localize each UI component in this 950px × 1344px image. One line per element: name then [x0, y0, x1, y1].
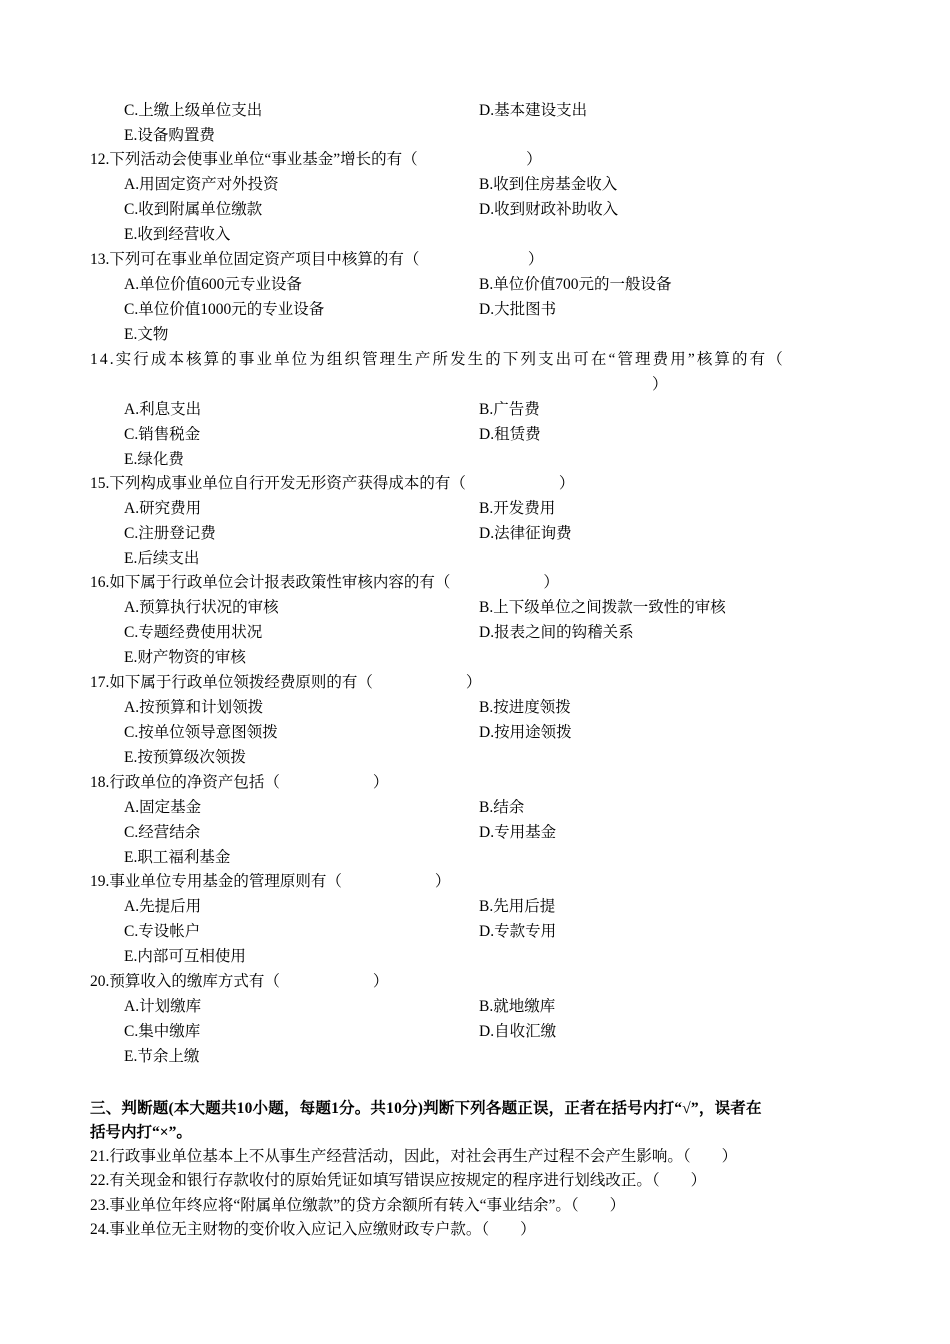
- q21-statement: 21.行政事业单位基本上不从事生产经营活动，因此，对社会再生产过程不会产生影响。（ ）: [90, 1148, 738, 1165]
- q20-option-e: E.节余上缴: [124, 1048, 200, 1065]
- q15-stem: 15.下列构成事业单位自行开发无形资产获得成本的有（ ）: [90, 475, 575, 492]
- q15-option-a: A.研究费用: [124, 500, 202, 517]
- q18-option-c: C.经营结余: [124, 824, 201, 841]
- q17-option-b: B.按进度领拨: [479, 699, 571, 716]
- q24-statement: 24.事业单位无主财物的变价收入应记入应缴财政专户款。（ ）: [90, 1221, 536, 1238]
- q11-option-e: E.设备购置费: [124, 127, 215, 144]
- q14-option-b: B.广告费: [479, 401, 540, 418]
- q13-stem: 13.下列可在事业单位固定资产项目中核算的有（ ）: [90, 251, 544, 268]
- q12-option-e: E.收到经营收入: [124, 226, 231, 243]
- q19-stem: 19.事业单位专用基金的管理原则有（ ）: [90, 873, 451, 890]
- q13-option-a: A.单位价值600元专业设备: [124, 276, 302, 293]
- q12-option-c: C.收到附属单位缴款: [124, 201, 263, 218]
- q23-statement: 23.事业单位年终应将“附属单位缴款”的贷方余额所有转入“事业结余”。（ ）: [90, 1197, 626, 1214]
- q18-stem: 18.行政单位的净资产包括（ ）: [90, 774, 389, 791]
- q19-option-c: C.专设帐户: [124, 923, 201, 940]
- q20-option-a: A.计划缴库: [124, 998, 202, 1015]
- q18-option-d: D.专用基金: [479, 824, 557, 841]
- q14-stem: 14.实行成本核算的事业单位为组织管理生产所发生的下列支出可在“管理费用”核算的有（: [90, 351, 785, 368]
- q16-option-e: E.财产物资的审核: [124, 649, 246, 666]
- q12-option-b: B.收到住房基金收入: [479, 176, 618, 193]
- q18-option-e: E.职工福利基金: [124, 849, 231, 866]
- q15-option-b: B.开发费用: [479, 500, 556, 517]
- q16-stem: 16.如下属于行政单位会计报表政策性审核内容的有（ ）: [90, 574, 559, 591]
- q12-option-a: A.用固定资产对外投资: [124, 176, 279, 193]
- q12-stem: 12.下列活动会使事业单位“事业基金”增长的有（ ）: [90, 151, 542, 168]
- q13-option-c: C.单位价值1000元的专业设备: [124, 301, 325, 318]
- q13-option-e: E.文物: [124, 326, 169, 343]
- q20-option-b: B.就地缴库: [479, 998, 556, 1015]
- q20-option-d: D.自收汇缴: [479, 1023, 557, 1040]
- q14-option-a: A.利息支出: [124, 401, 202, 418]
- section3-heading: 三、判断题(本大题共10小题，每题1分。共10分)判断下列各题正误，正者在括号内打“√”，误者在: [90, 1100, 762, 1117]
- q14-stem-tail: ）: [652, 376, 668, 393]
- q15-option-e: E.后续支出: [124, 550, 200, 567]
- q14-option-e: E.绿化费: [124, 451, 184, 468]
- q14-option-c: C.销售税金: [124, 426, 201, 443]
- q17-option-d: D.按用途领拨: [479, 724, 572, 741]
- q18-option-b: B.结余: [479, 799, 525, 816]
- q19-option-a: A.先提后用: [124, 898, 202, 915]
- q18-option-a: A.固定基金: [124, 799, 202, 816]
- q11-option-c: C.上缴上级单位支出: [124, 102, 263, 119]
- q20-stem: 20.预算收入的缴库方式有（ ）: [90, 973, 389, 990]
- q13-option-b: B.单位价值700元的一般设备: [479, 276, 672, 293]
- q16-option-d: D.报表之间的钩稽关系: [479, 624, 634, 641]
- q19-option-d: D.专款专用: [479, 923, 557, 940]
- q13-option-d: D.大批图书: [479, 301, 557, 318]
- q16-option-c: C.专题经费使用状况: [124, 624, 263, 641]
- q22-statement: 22.有关现金和银行存款收付的原始凭证如填写错误应按规定的程序进行划线改正。（ ）: [90, 1172, 707, 1189]
- q20-option-c: C.集中缴库: [124, 1023, 201, 1040]
- q11-option-d: D.基本建设支出: [479, 102, 588, 119]
- q17-stem: 17.如下属于行政单位领拨经费原则的有（ ）: [90, 674, 482, 691]
- q17-option-c: C.按单位领导意图领拨: [124, 724, 278, 741]
- q16-option-b: B.上下级单位之间拨款一致性的审核: [479, 599, 726, 616]
- q17-option-e: E.按预算级次领拨: [124, 749, 246, 766]
- q17-option-a: A.按预算和计划领拨: [124, 699, 264, 716]
- q14-option-d: D.租赁费: [479, 426, 541, 443]
- q15-option-d: D.法律征询费: [479, 525, 572, 542]
- q15-option-c: C.注册登记费: [124, 525, 216, 542]
- q19-option-e: E.内部可互相使用: [124, 948, 246, 965]
- q12-option-d: D.收到财政补助收入: [479, 201, 619, 218]
- q16-option-a: A.预算执行状况的审核: [124, 599, 279, 616]
- section3-heading-line2: 括号内打“×”。: [90, 1124, 192, 1141]
- q19-option-b: B.先用后提: [479, 898, 556, 915]
